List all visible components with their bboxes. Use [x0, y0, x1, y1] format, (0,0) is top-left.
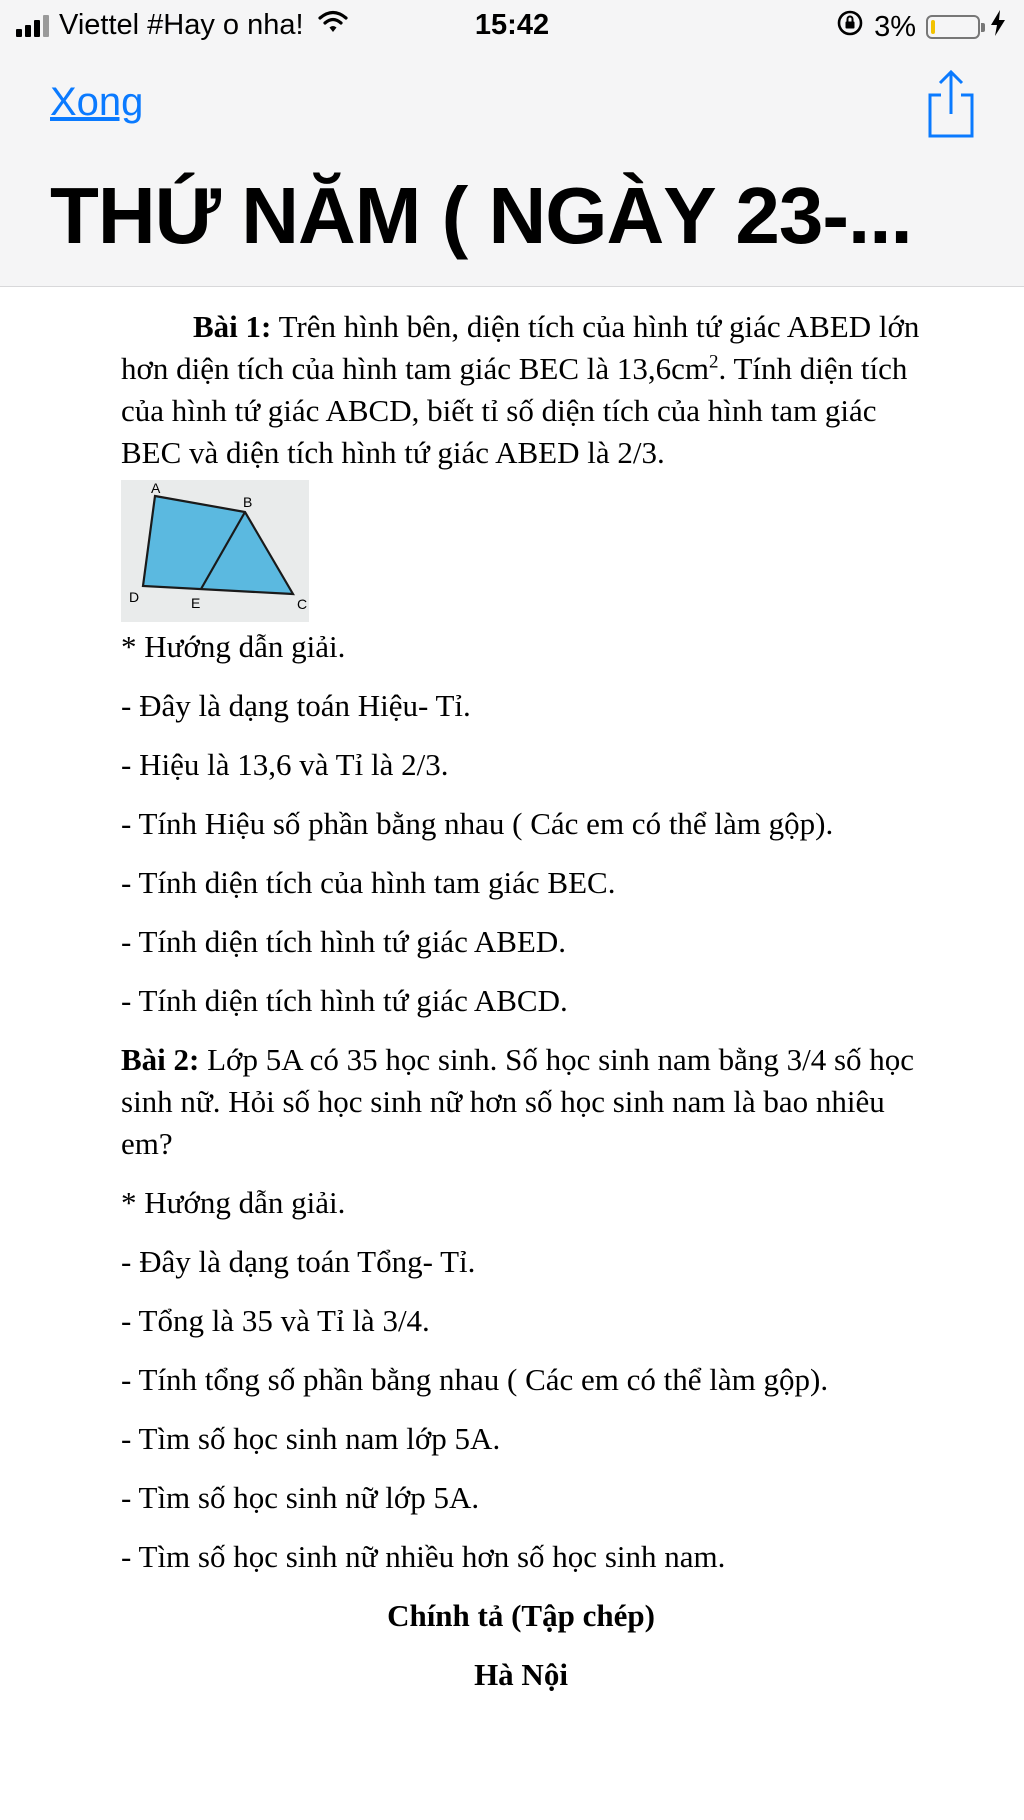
problem-1-text-a: Trên hình bên, diện tích của hình tứ giác ABED lớn hơn diện tích của hình tam giác BEC là 13,6cm	[121, 309, 920, 386]
problem-1-label: Bài 1:	[193, 309, 272, 344]
problem-2-text: Lớp 5A có 35 học sinh. Số học sinh nam bằng 3/4 số học sinh nữ. Hỏi số học sinh nữ hơn số học sinh nam là bao nhiêu em?	[121, 1042, 915, 1161]
label-a: A	[151, 480, 161, 496]
label-d: D	[129, 589, 140, 605]
label-e: E	[191, 595, 201, 611]
orientation-lock-icon	[836, 9, 864, 45]
section-subheading: Hà Nội	[474, 1657, 568, 1692]
problem-2	[121, 1039, 921, 1165]
guide-1-step: - Hiệu là 13,6 và Tỉ là 2/3.	[121, 747, 449, 782]
guide-2-heading: * Hướng dẫn giải.	[121, 1185, 346, 1220]
share-icon[interactable]	[924, 68, 978, 140]
guide-1-step: - Tính diện tích hình tứ giác ABED.	[121, 924, 567, 959]
problem-1	[121, 306, 921, 474]
battery-level-fill	[931, 20, 935, 34]
guide-2-step: - Đây là dạng toán Tổng- Tỉ.	[121, 1244, 476, 1279]
guide-1-step: - Tính Hiệu số phần bằng nhau ( Các em có thể làm gộp).	[121, 806, 834, 841]
label-c: C	[297, 596, 308, 612]
label-b: B	[243, 494, 253, 510]
battery-icon	[926, 15, 980, 39]
document-body	[121, 306, 921, 1696]
quadrilateral-figure	[121, 480, 309, 622]
section-heading: Chính tả (Tập chép)	[387, 1598, 655, 1633]
guide-1-step: - Tính diện tích của hình tam giác BEC.	[121, 865, 616, 900]
clock: 15:42	[474, 9, 550, 41]
guide-1-step: - Đây là dạng toán Hiệu- Tỉ.	[121, 688, 471, 723]
battery-percent: 3%	[874, 10, 916, 43]
battery-group	[836, 9, 1006, 45]
superscript-2: 2	[709, 351, 719, 373]
done-button[interactable]: Xong	[50, 80, 144, 124]
page-title: THỨ NĂM ( NGÀY 23-...	[50, 171, 912, 260]
guide-1-step: - Tính diện tích hình tứ giác ABCD.	[121, 983, 568, 1018]
status-bar	[0, 0, 1024, 52]
carrier-name: Viettel #Hay o nha!	[59, 9, 304, 41]
guide-2-step: - Tìm số học sinh nữ nhiều hơn số học sinh nam.	[121, 1539, 726, 1574]
charging-bolt-icon	[990, 10, 1006, 44]
navigation-header	[0, 0, 1024, 287]
guide-2-step: - Tìm số học sinh nữ lớp 5A.	[121, 1480, 480, 1515]
problem-2-label: Bài 2:	[121, 1042, 200, 1077]
guide-1-heading: * Hướng dẫn giải.	[121, 629, 346, 664]
guide-2-step: - Tính tổng số phần bằng nhau ( Các em có thể làm gộp).	[121, 1362, 829, 1397]
problem-1-text-b: . Tính diện tích của hình tứ giác ABCD, biết tỉ số diện tích của hình tam giác BEC và diện tích hình tứ giác ABED là 2/3.	[121, 351, 908, 470]
figure-shape	[143, 496, 293, 594]
guide-2-step: - Tổng là 35 và Tỉ là 3/4.	[121, 1303, 430, 1338]
guide-2-step: - Tìm số học sinh nam lớp 5A.	[121, 1421, 501, 1456]
